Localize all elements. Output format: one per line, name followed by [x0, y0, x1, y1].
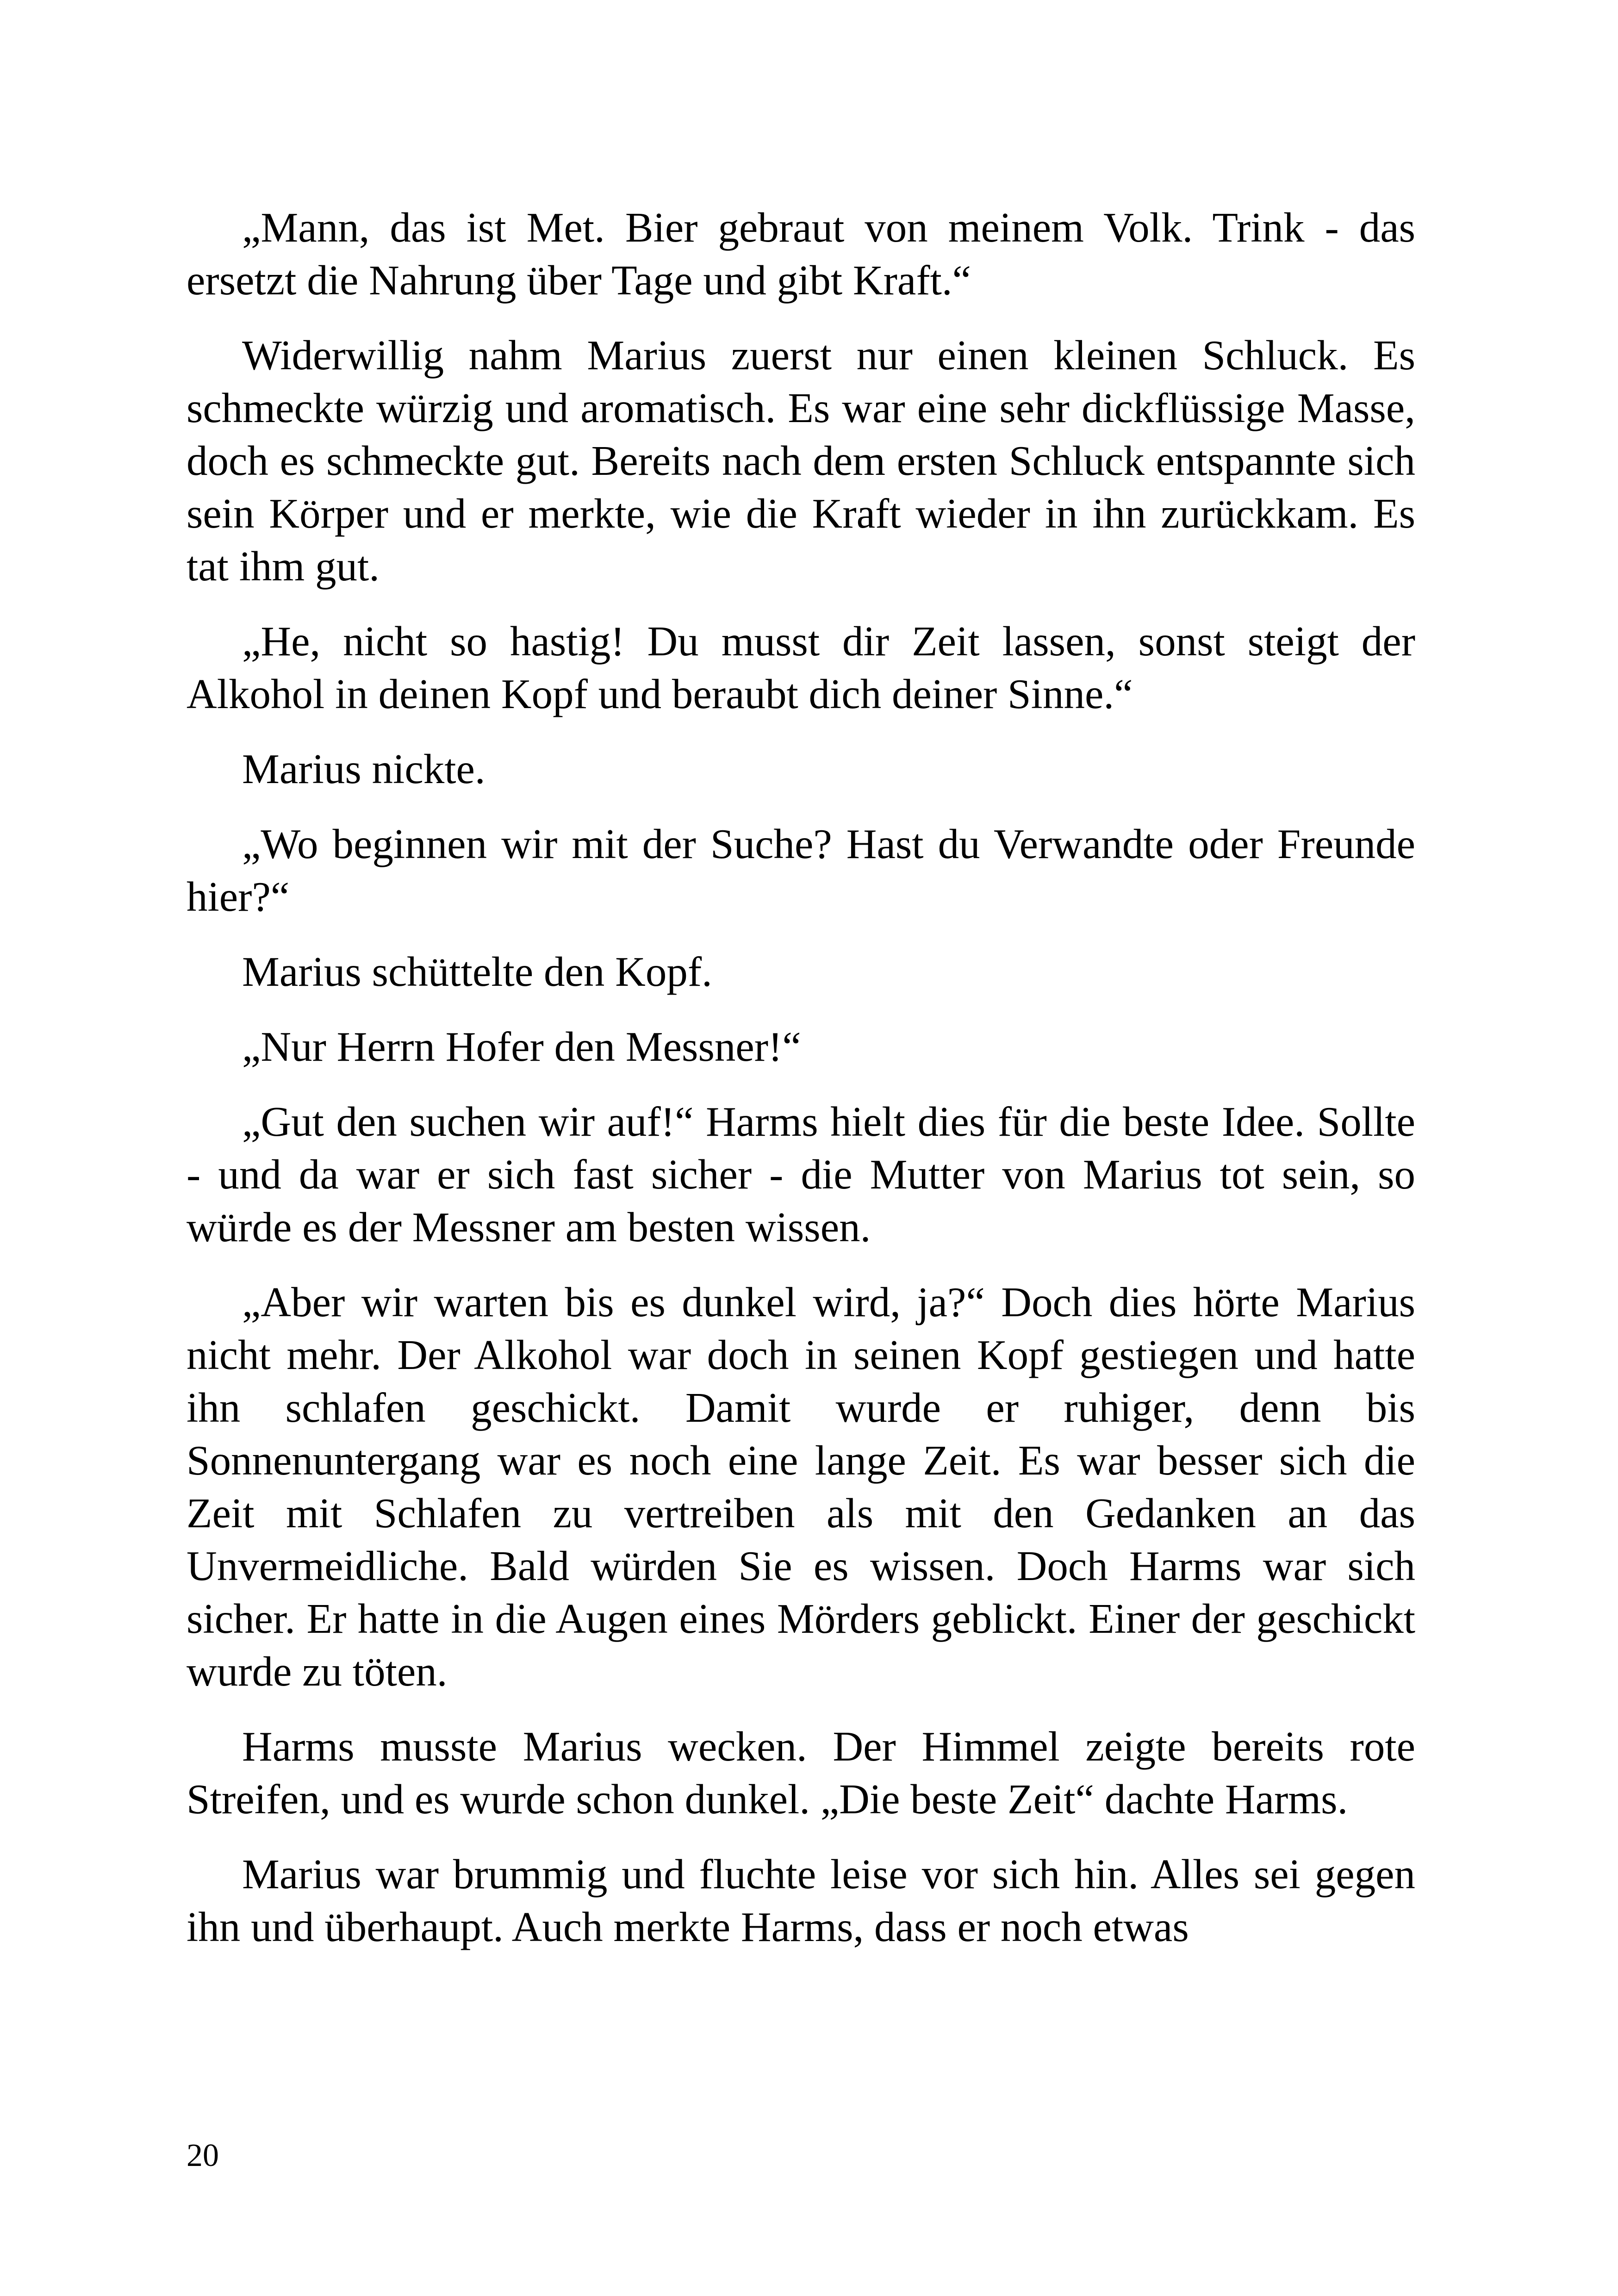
- paragraph: „Gut den suchen wir auf!“ Harms hielt dies für die beste Idee. Sollte - und da war er sich fast sicher - die Mutter von Marius tot sein, so würde es der Messner am besten wissen.: [187, 1098, 1415, 1251]
- paragraph: „Wo beginnen wir mit der Suche? Hast du Verwandte oder Freunde hier?“: [187, 821, 1415, 920]
- page-number: 20: [187, 2138, 219, 2173]
- paragraph: Marius schüttelte den Kopf.: [242, 948, 712, 995]
- paragraph: Marius nickte.: [242, 746, 485, 792]
- paragraph: Marius war brummig und fluchte leise vor sich hin. Alles sei gegen ihn und überhaupt. Auch merkte Harms, dass er noch etwas: [187, 1851, 1415, 1950]
- paragraph: Widerwillig nahm Marius zuerst nur einen kleinen Schluck. Es schmeckte würzig und aromatisch. Es war eine sehr dickflüssige Masse, doch es schmeckte gut. Bereits nach dem ersten Schluck entspannte sich sein Körper und er merkte, wie die Kraft wieder in ihn zurückkam. Es tat ihm gut.: [187, 332, 1415, 590]
- paragraph: „Aber wir warten bis es dunkel wird, ja?“ Doch dies hörte Marius nicht mehr. Der Alkohol war doch in seinen Kopf gestiegen und hatte ihn schlafen geschickt. Damit wurde er ruhiger, denn bis Sonnenuntergang war es noch eine lange Zeit. Es war besser sich die Zeit mit Schlafen zu vertreiben als mit den Gedanken an das Unvermeidliche. Bald würden Sie es wissen. Doch Harms war sich sicher. Er hatte in die Augen eines Mörders geblickt. Einer der geschickt wurde zu töten.: [187, 1279, 1415, 1695]
- paragraph: Harms musste Marius wecken. Der Himmel zeigte bereits rote Streifen, und es wurde schon dunkel. „Die beste Zeit“ dachte Harms.: [187, 1723, 1415, 1823]
- paragraph: „He, nicht so hastig! Du musst dir Zeit lassen, sonst steigt der Alkohol in deinen Kopf und beraubt dich deiner Sinne.“: [187, 618, 1415, 717]
- paragraph: „Nur Herrn Hofer den Messner!“: [242, 1023, 801, 1070]
- body-text: [187, 201, 1415, 1976]
- paragraph: „Mann, das ist Met. Bier gebraut von meinem Volk. Trink - das ersetzt die Nahrung über Tage und gibt Kraft.“: [187, 204, 1415, 304]
